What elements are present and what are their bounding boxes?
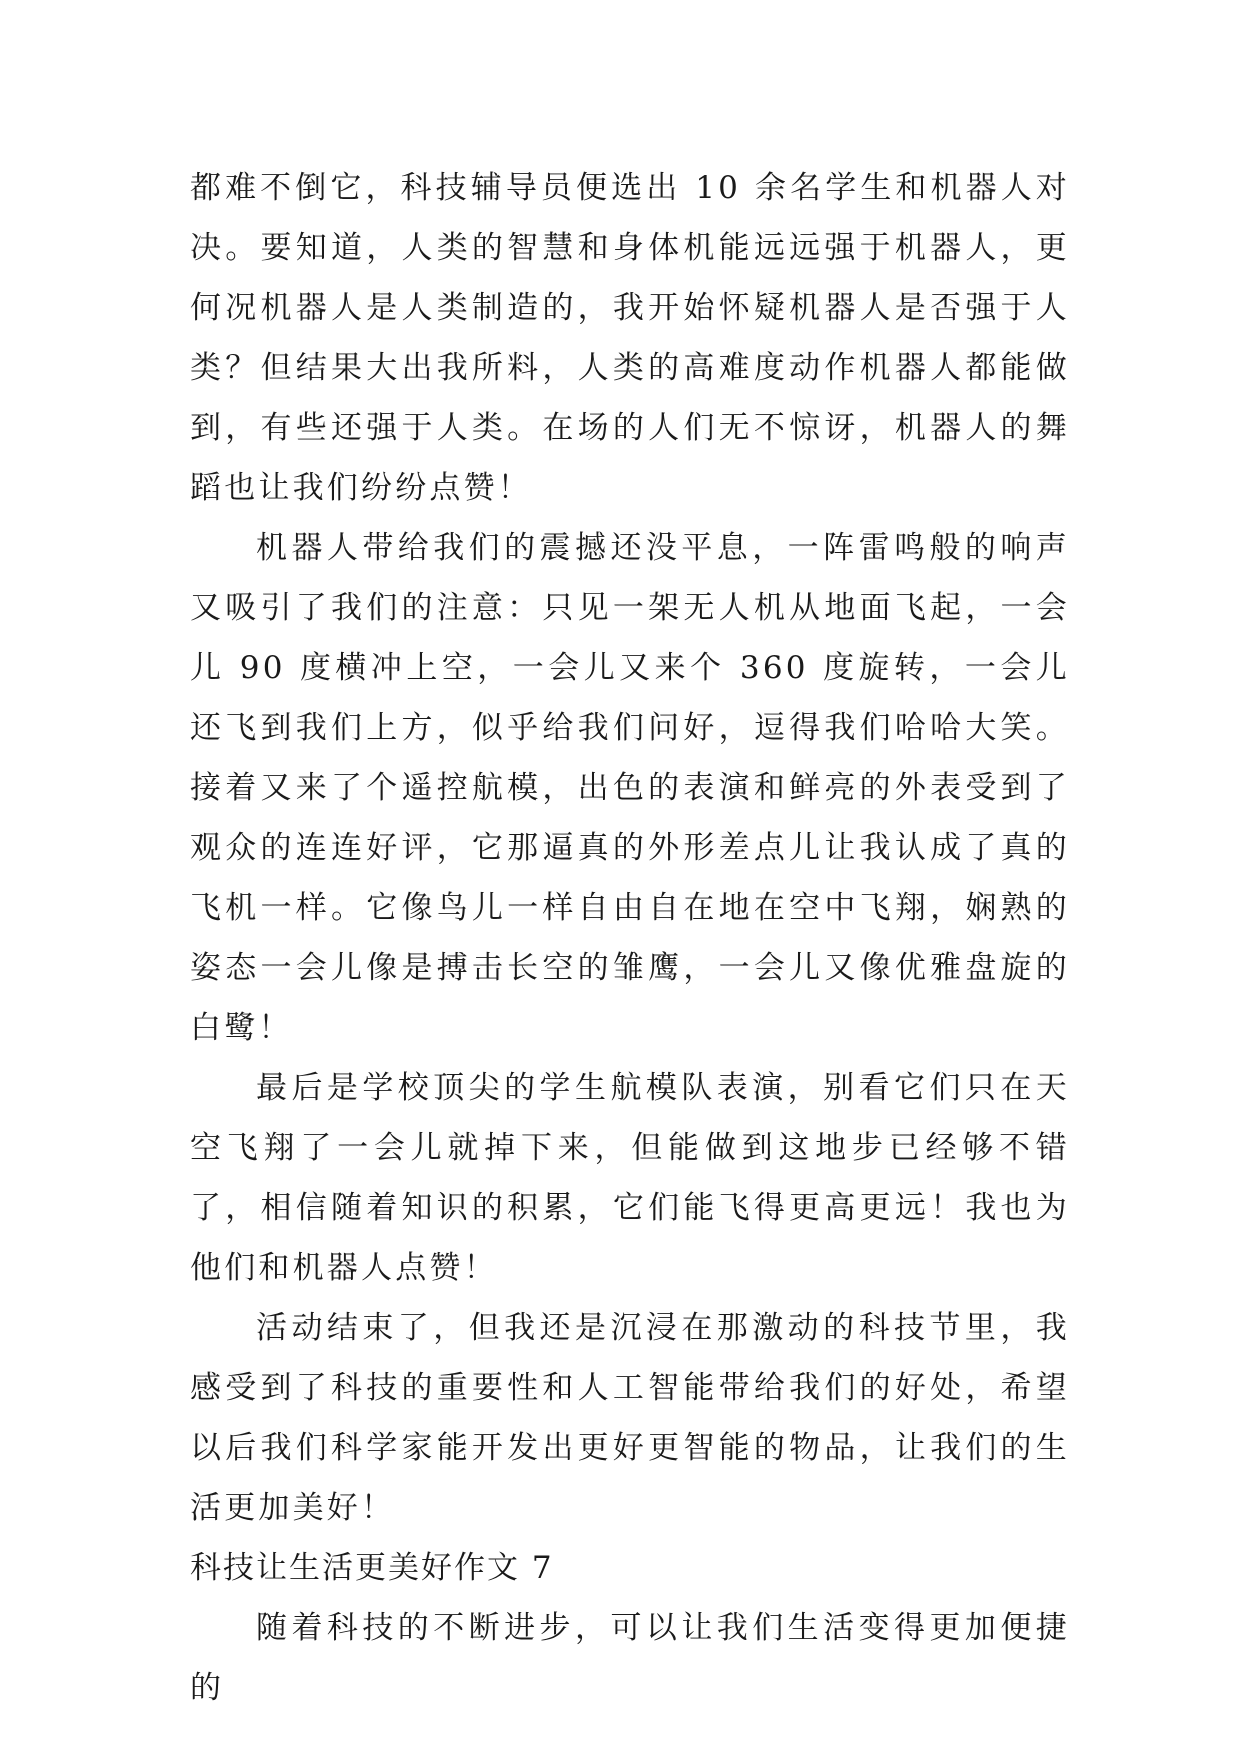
- section-heading: 科技让生活更美好作文 7: [190, 1550, 554, 1586]
- paragraph: 随着科技的不断进步，可以让我们生活变得更加便捷的: [190, 1610, 1070, 1706]
- paragraph: 都难不倒它，科技辅导员便选出 10 余名学生和机器人对决。要知道，人类的智慧和身体机能远远强于机器人，更何况机器人是人类制造的，我开始怀疑机器人是否强于人类？但结果大出我所料，人类的高难度动作机器人都能做到，有些还强于人类。在场的人们无不惊讶，机器人的舞蹈也让我们纷纷点赞！: [190, 170, 1070, 506]
- document-body: [190, 158, 1070, 1718]
- paragraph: 机器人带给我们的震撼还没平息，一阵雷鸣般的响声又吸引了我们的注意：只见一架无人机从地面飞起，一会儿 90 度横冲上空，一会儿又来个 360 度旋转，一会儿还飞到我们上方，似乎给我们问好，逗得我们哈哈大笑。接着又来了个遥控航模，出色的表演和鲜亮的外表受到了观众的连连好评，它那逼真的外形差点儿让我认成了真的飞机一样。它像鸟儿一样自由自在地在空中飞翔，娴熟的姿态一会儿像是搏击长空的雏鹰，一会儿又像优雅盘旋的白鹭！: [190, 530, 1070, 1046]
- paragraph: 活动结束了，但我还是沉浸在那激动的科技节里，我感受到了科技的重要性和人工智能带给我们的好处，希望以后我们科学家能开发出更好更智能的物品，让我们的生活更加美好！: [190, 1310, 1070, 1526]
- paragraph: 最后是学校顶尖的学生航模队表演，别看它们只在天空飞翔了一会儿就掉下来，但能做到这地步已经够不错了，相信随着知识的积累，它们能飞得更高更远！我也为他们和机器人点赞！: [190, 1070, 1070, 1286]
